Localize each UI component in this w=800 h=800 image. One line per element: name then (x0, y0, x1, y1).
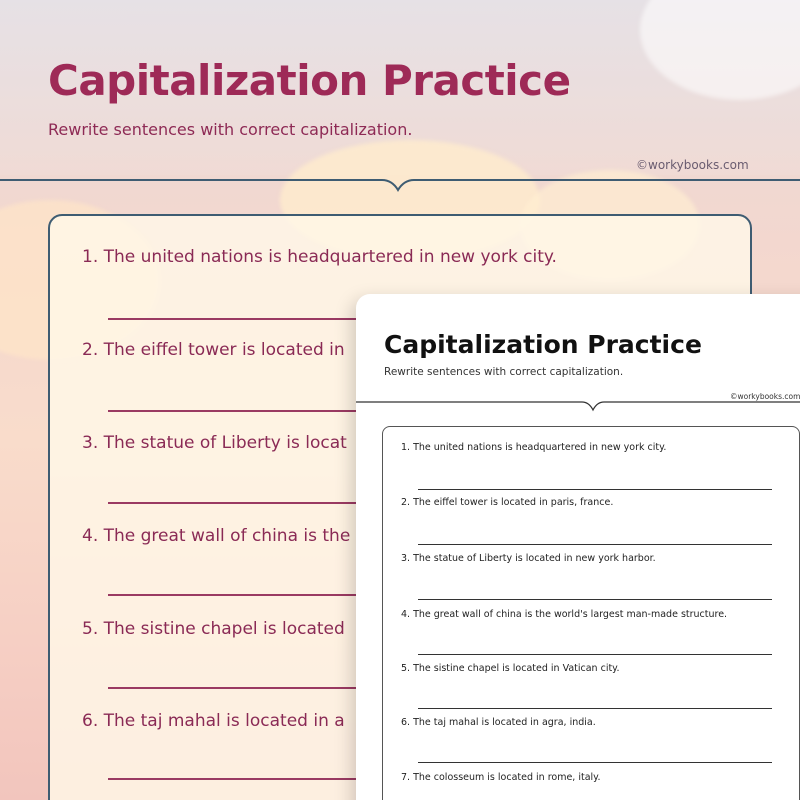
header-divider (0, 172, 800, 202)
worksheet-preview-card (356, 294, 800, 800)
preview-question-6: 6. The taj mahal is located in agra, india. (401, 717, 596, 728)
preview-question-1: 1. The united nations is headquartered in new york city. (401, 442, 667, 453)
question-5: 5. The sistine chapel is located (82, 619, 345, 639)
preview-question-7: 7. The colosseum is located in rome, italy. (401, 772, 601, 783)
preview-question-3: 3. The statue of Liberty is located in new york harbor. (401, 553, 656, 564)
question-1: 1. The united nations is headquartered in new york city. (82, 247, 557, 267)
preview-answer-line-2 (418, 544, 772, 545)
question-6: 6. The taj mahal is located in a (82, 711, 345, 731)
question-2: 2. The eiffel tower is located in (82, 340, 345, 360)
preview-question-2: 2. The eiffel tower is located in paris, france. (401, 497, 614, 508)
question-3: 3. The statue of Liberty is locat (82, 433, 347, 453)
page-subtitle: Rewrite sentences with correct capitalization. (48, 120, 413, 139)
preview-answer-line-4 (418, 654, 772, 655)
preview-subtitle: Rewrite sentences with correct capitalization. (384, 366, 624, 378)
question-4: 4. The great wall of china is the (82, 526, 351, 546)
preview-answer-line-1 (418, 489, 772, 490)
preview-title: Capitalization Practice (384, 330, 702, 359)
preview-divider (356, 397, 800, 413)
preview-credit: ©workybooks.com (730, 392, 800, 401)
preview-answer-line-6 (418, 762, 772, 763)
page-title: Capitalization Practice (48, 56, 571, 105)
preview-answer-line-3 (418, 599, 772, 600)
preview-question-5: 5. The sistine chapel is located in Vatican city. (401, 663, 620, 674)
preview-question-4: 4. The great wall of china is the world's largest man-made structure. (401, 609, 728, 620)
credit-text: ©workybooks.com (636, 158, 749, 172)
preview-answer-line-5 (418, 708, 772, 709)
